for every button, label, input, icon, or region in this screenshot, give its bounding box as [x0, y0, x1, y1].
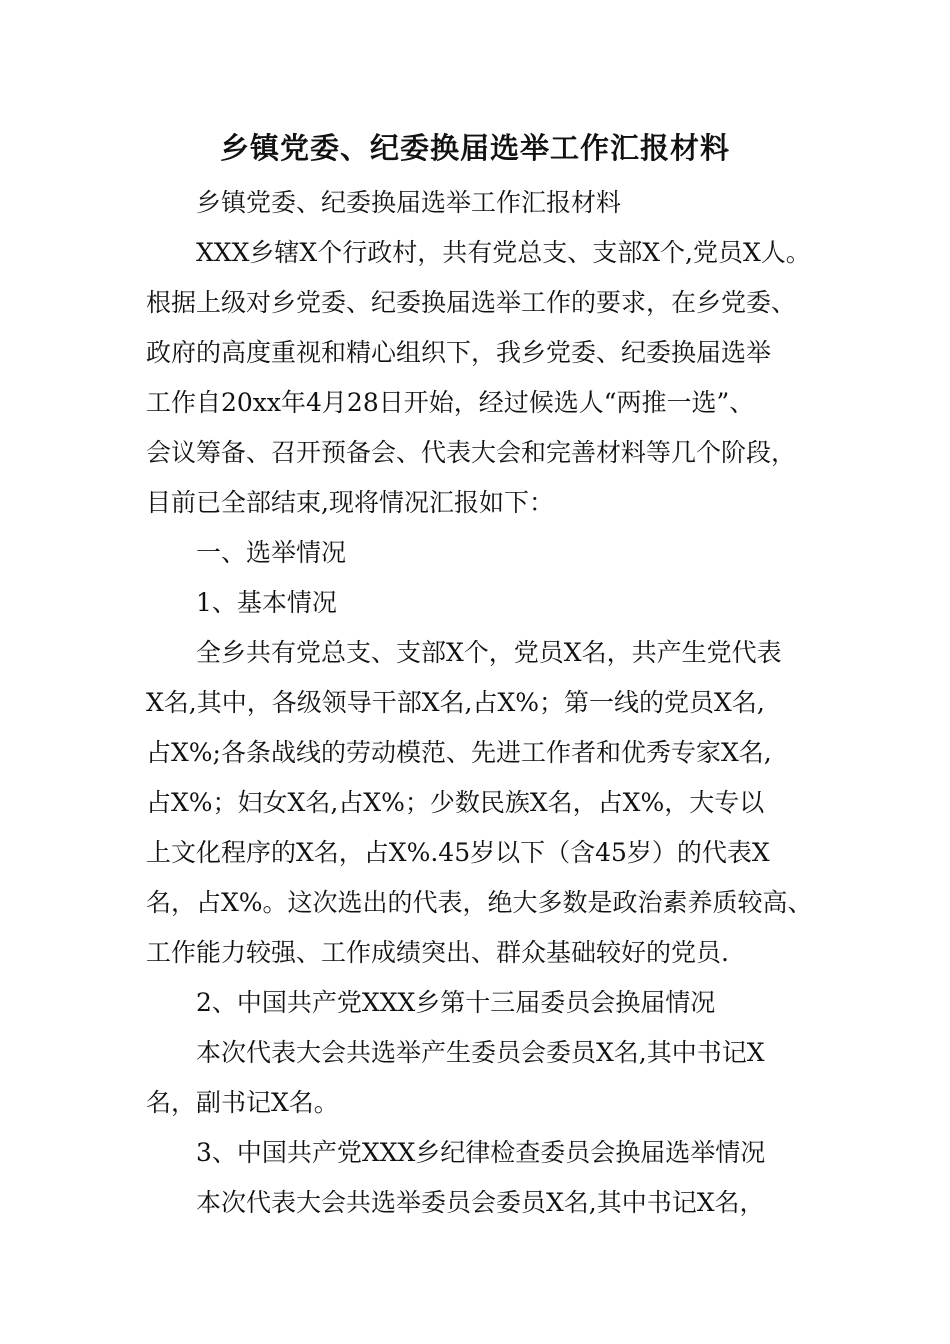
paragraph-line: 3、中国共产党XXX乡纪律检查委员会换届选举情况 [196, 1138, 766, 1167]
paragraph-line: 1、基本情况 [196, 588, 337, 617]
paragraph-line: 目前已全部结束,现将情况汇报如下： [146, 488, 554, 517]
paragraph-line: 根据上级对乡党委、纪委换届选举工作的要求，在乡党委、 [146, 288, 797, 317]
paragraph-line: 工作自20xx年4月28日开始，经过候选人“两推一选”、 [146, 388, 755, 417]
paragraph-line: 本次代表大会共选举委员会委员X名,其中书记X名， [196, 1188, 765, 1217]
paragraph-line: 上文化程序的X名，占X%.45岁以下（含45岁）的代表X [146, 838, 770, 867]
paragraph-line: 2、中国共产党XXX乡第十三届委员会换届情况 [196, 988, 716, 1017]
paragraph-line: 占X%；妇女X名,占X%；少数民族X名，占X%，大专以 [146, 788, 765, 817]
paragraph-line: 乡镇党委、纪委换届选举工作汇报材料 [196, 188, 622, 217]
paragraph-line: XXX乡辖X个行政村，共有党总支、支部X个,党员X人。 [196, 238, 811, 267]
paragraph-line: 名，副书记X名。 [146, 1088, 339, 1117]
paragraph-line: X名,其中，各级领导干部X名,占X%；第一线的党员X名, [146, 688, 765, 717]
paragraph-line: 会议筹备、召开预备会、代表大会和完善材料等几个阶段， [146, 438, 797, 467]
paragraph-line: 占X%;各条战线的劳动模范、先进工作者和优秀专家X名, [146, 738, 772, 767]
paragraph-line: 政府的高度重视和精心组织下，我乡党委、纪委换届选举 [146, 338, 772, 367]
paragraph-line: 工作能力较强、工作成绩突出、群众基础较好的党员. [146, 938, 729, 967]
document-body [146, 178, 826, 1228]
paragraph-line: 一、选举情况 [196, 538, 347, 567]
paragraph-line: 本次代表大会共选举产生委员会委员X名,其中书记X [196, 1038, 765, 1067]
paragraph-line: 全乡共有党总支、支部X个，党员X名，共产生党代表 [196, 638, 782, 667]
paragraph-line: 名，占X%。这次选出的代表，绝大多数是政治素养质较高、 [146, 888, 813, 917]
document-title: 乡镇党委、纪委换届选举工作汇报材料 [219, 131, 730, 165]
